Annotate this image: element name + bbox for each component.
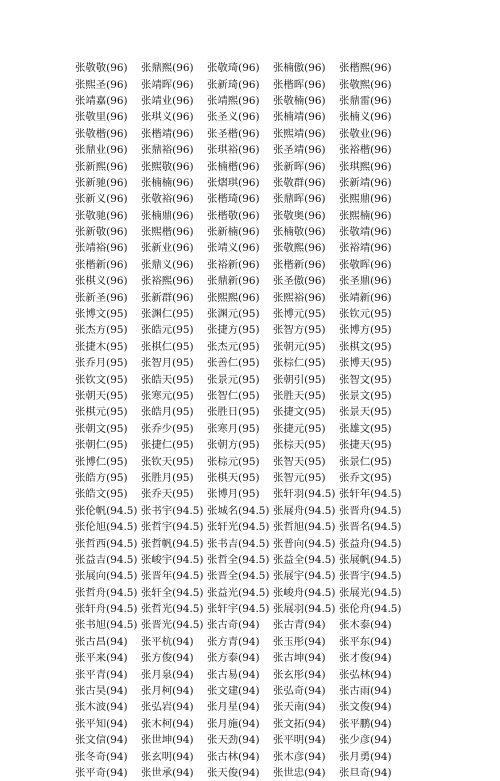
table-row (75, 60, 435, 76)
name-score-cell: 张古昌(94) (75, 635, 128, 648)
table-row (75, 437, 435, 453)
name-score-cell: 张朝文(95) (75, 422, 128, 435)
name-score-cell: 张杰方(95) (75, 324, 128, 337)
name-score-cell: 张棋元(95) (75, 406, 128, 419)
name-score-cell: 张轩舟(94.5) (75, 603, 138, 616)
name-score-cell: 张益全(94.5) (273, 553, 336, 566)
name-score-cell: 张展向(94.5) (75, 570, 138, 583)
name-score-cell: 张新义(96) (75, 193, 128, 206)
table-row (75, 601, 435, 617)
name-score-cell: 张棋天(95) (207, 471, 260, 484)
name-score-cell: 张伦舟(94.5) (339, 603, 402, 616)
name-score-cell: 张平知(94) (75, 717, 128, 730)
name-score-cell: 张天俊(94) (207, 766, 260, 779)
name-score-cell: 张旦奇(94) (339, 766, 392, 779)
name-score-cell: 张世坤(94) (141, 734, 194, 747)
name-score-cell: 张棋文(95) (339, 340, 392, 353)
table-row (75, 535, 435, 551)
table-row (75, 109, 435, 125)
name-score-cell: 张熙裕(96) (273, 291, 326, 304)
name-score-cell: 张月勇(94) (339, 750, 392, 763)
name-score-cell: 张楠靖(96) (273, 111, 326, 124)
name-score-cell: 张文建(94) (207, 685, 260, 698)
name-score-cell: 张博方(95) (339, 324, 392, 337)
name-score-cell: 张智仁(95) (207, 390, 260, 402)
name-score-cell: 张熙楠(96) (339, 209, 392, 222)
name-score-cell: 张棕元(95) (207, 455, 260, 468)
name-score-cell: 张敬敬(96) (75, 62, 128, 75)
name-score-cell: 张木彦(94) (273, 750, 326, 763)
name-score-cell: 张熙楷(96) (141, 226, 194, 239)
name-score-cell: 张晋名(94.5) (339, 521, 402, 534)
name-score-cell: 张胜日(95) (207, 406, 260, 419)
names-table (75, 60, 435, 781)
name-score-cell: 张哲宇(94.5) (141, 521, 204, 534)
name-score-cell: 张新晖(96) (273, 160, 326, 173)
name-score-cell: 张哲光(94.5) (141, 603, 204, 616)
table-row (75, 289, 435, 305)
name-score-cell: 张敬群(96) (273, 176, 326, 189)
table-row (75, 503, 435, 519)
name-score-cell: 张少彦(94) (339, 734, 392, 747)
name-score-cell: 张皓天(95) (141, 373, 194, 386)
name-score-cell: 张月星(94) (207, 701, 260, 714)
table-row (75, 240, 435, 256)
name-score-cell: 张楷靖(96) (141, 127, 194, 140)
name-score-cell: 张棋义(96) (75, 275, 128, 288)
name-score-cell: 张博月(95) (207, 488, 260, 501)
name-score-cell: 张平杭(94) (141, 635, 194, 648)
table-row (75, 421, 435, 437)
name-score-cell: 张靖熙(96) (207, 94, 260, 107)
table-row (75, 208, 435, 224)
name-score-cell: 张敬熙(96) (339, 78, 392, 91)
table-row (75, 224, 435, 240)
name-score-cell: 张鼎裕(96) (141, 144, 194, 157)
name-score-cell: 张裕新(96) (207, 258, 260, 271)
name-score-cell: 张月施(94) (207, 717, 260, 730)
name-score-cell: 张平来(94) (75, 652, 128, 665)
table-row (75, 470, 435, 486)
name-score-cell: 张圣鼎(96) (339, 275, 392, 288)
name-score-cell: 张才俊(94) (339, 652, 392, 665)
name-score-cell: 张轩羽(94.5) (273, 488, 336, 501)
name-score-cell: 张靖义(96) (207, 242, 260, 255)
name-score-cell: 张月泉(94) (141, 668, 194, 681)
name-score-cell: 张敬楠(96) (273, 94, 326, 107)
name-score-cell: 张鼎雷(96) (339, 94, 392, 107)
name-score-cell: 张轩全(94.5) (141, 586, 204, 599)
name-score-cell: 张捷文(95) (273, 406, 326, 419)
name-score-cell: 张皓文(95) (75, 488, 128, 501)
name-score-cell: 张胜月(95) (141, 471, 194, 484)
name-score-cell: 张轩年(94.5) (339, 488, 402, 501)
name-score-cell: 张雄文(95) (339, 422, 392, 435)
name-score-cell: 张楠义(96) (339, 111, 392, 124)
name-score-cell: 张古雨(94) (339, 685, 392, 698)
name-score-cell: 张平鹏(94) (339, 717, 392, 730)
name-score-cell: 张书宇(94.5) (141, 504, 204, 517)
name-score-cell: 张展宇(94.5) (273, 570, 336, 583)
name-score-cell: 张靖晖(96) (141, 78, 194, 91)
table-row (75, 388, 435, 404)
table-row (75, 339, 435, 355)
name-score-cell: 张鼎新(96) (207, 275, 260, 288)
name-score-cell: 张景天(95) (339, 406, 392, 419)
name-score-cell: 张新业(96) (141, 242, 194, 255)
name-score-cell: 张棋仁(95) (141, 340, 194, 353)
name-score-cell: 张智文(95) (339, 373, 392, 386)
name-score-cell: 张乔文(95) (339, 471, 392, 484)
name-score-cell: 张楷新(96) (75, 258, 128, 271)
name-score-cell: 张皓方(95) (75, 471, 128, 484)
table-row (75, 585, 435, 601)
table-row (75, 683, 435, 699)
name-score-cell: 张新群(96) (141, 291, 194, 304)
name-score-cell: 张寒元(95) (141, 390, 194, 402)
name-score-cell: 张景文(95) (339, 390, 392, 402)
name-score-cell: 张伦旭(94.5) (75, 521, 138, 534)
name-score-cell: 张钦天(95) (141, 455, 194, 468)
name-score-cell: 张峻舟(94.5) (273, 586, 336, 599)
table-row (75, 748, 435, 764)
name-score-cell: 张新熙(96) (75, 160, 128, 173)
name-score-cell: 张熠琪(96) (207, 176, 260, 189)
name-score-cell: 张圣义(96) (207, 111, 260, 124)
table-row (75, 453, 435, 469)
name-score-cell: 张益吉(94.5) (75, 553, 138, 566)
name-score-cell: 张哲帆(94.5) (141, 537, 204, 550)
name-score-cell: 张捷仁(95) (141, 439, 194, 452)
name-score-cell: 张楠鼎(96) (141, 209, 194, 222)
name-score-cell: 张杰元(95) (207, 340, 260, 353)
table-row (75, 732, 435, 748)
name-score-cell: 张古昊(94) (75, 685, 128, 698)
name-score-cell: 张楷敬(96) (207, 209, 260, 222)
name-score-cell: 张木泰(94) (339, 619, 392, 632)
name-score-cell: 张新楠(96) (207, 226, 260, 239)
name-score-cell: 张圣傲(96) (273, 275, 326, 288)
name-score-cell: 张古奇(94) (207, 619, 260, 632)
table-row (75, 158, 435, 174)
name-score-cell: 张古坤(94) (273, 652, 326, 665)
table-row (75, 371, 435, 387)
name-score-cell: 张楠敬(96) (273, 226, 326, 239)
name-score-cell: 张冬奇(94) (75, 750, 128, 763)
table-row (75, 355, 435, 371)
table-row (75, 142, 435, 158)
table-row (75, 486, 435, 502)
name-score-cell: 张楷琦(96) (207, 193, 260, 206)
name-score-cell: 张圣靖(96) (273, 144, 326, 157)
name-score-cell: 张天南(94) (273, 701, 326, 714)
name-score-cell: 张朝引(95) (273, 373, 326, 386)
table-row (75, 404, 435, 420)
name-score-cell: 张鼎晖(96) (273, 193, 326, 206)
name-score-cell: 张胜天(95) (273, 390, 326, 402)
name-score-cell: 张裕熙(96) (141, 275, 194, 288)
name-score-cell: 张月柯(94) (141, 685, 194, 698)
name-score-cell: 张峻宇(94.5) (141, 553, 204, 566)
name-score-cell: 张玉彤(94) (273, 635, 326, 648)
name-score-cell: 张楷晖(96) (273, 78, 326, 91)
name-score-cell: 张弘奇(94) (273, 685, 326, 698)
name-score-cell: 张捷木(95) (75, 340, 128, 353)
name-score-cell: 张敬奥(96) (273, 209, 326, 222)
name-score-cell: 张鼎义(96) (141, 258, 194, 271)
name-score-cell: 张景仁(95) (339, 455, 392, 468)
name-score-cell: 张弘林(94) (339, 668, 392, 681)
name-score-cell: 张楷新(96) (273, 258, 326, 271)
name-score-cell: 张钦元(95) (339, 308, 392, 321)
name-score-cell: 张博天(95) (339, 357, 392, 370)
name-score-cell: 张古青(94) (273, 619, 326, 632)
name-score-cell: 张益光(94.5) (207, 586, 270, 599)
name-score-cell: 张敬业(96) (339, 127, 392, 140)
name-score-cell: 张古易(94) (207, 668, 260, 681)
name-score-cell: 张捷天(95) (339, 439, 392, 452)
name-score-cell: 张智天(95) (273, 455, 326, 468)
name-score-cell: 张展光(94.5) (339, 586, 402, 599)
name-score-cell: 张皓元(95) (141, 324, 194, 337)
name-score-cell: 张古林(94) (207, 750, 260, 763)
name-score-cell: 张晋年(94.5) (141, 570, 204, 583)
table-row (75, 765, 435, 781)
name-score-cell: 张木柯(94) (141, 717, 194, 730)
name-score-cell: 张博文(95) (75, 308, 128, 321)
name-score-cell: 张新靖(96) (339, 176, 392, 189)
name-score-cell: 张鼎业(96) (75, 144, 128, 157)
name-score-cell: 张世承(94) (141, 766, 194, 779)
name-score-cell: 张敬楷(96) (75, 127, 128, 140)
name-score-cell: 张捷元(95) (273, 422, 326, 435)
name-score-cell: 张玄明(94) (141, 750, 194, 763)
name-score-cell: 张楠傲(96) (273, 62, 326, 75)
name-score-cell: 张敬熙(96) (273, 242, 326, 255)
name-score-cell: 张轩宇(94.5) (207, 603, 270, 616)
name-score-cell: 张轩光(94.5) (207, 521, 270, 534)
name-score-cell: 张渊仁(95) (141, 308, 194, 321)
table-row (75, 716, 435, 732)
name-score-cell: 张平青(94) (75, 668, 128, 681)
table-row (75, 273, 435, 289)
name-score-cell: 张晋舟(94.5) (339, 504, 402, 517)
name-score-cell: 张方俊(94) (141, 652, 194, 665)
name-score-cell: 张书吉(94.5) (207, 537, 270, 550)
table-row (75, 519, 435, 535)
name-score-cell: 张文信(94) (75, 734, 128, 747)
name-score-cell: 张钦文(95) (75, 373, 128, 386)
table-row (75, 76, 435, 92)
name-score-cell: 张寒月(95) (207, 422, 260, 435)
name-score-cell: 张乔天(95) (141, 488, 194, 501)
name-score-cell: 张敬靖(96) (339, 226, 392, 239)
table-row (75, 175, 435, 191)
table-row (75, 699, 435, 715)
name-score-cell: 张展帆(94.5) (339, 553, 402, 566)
name-score-cell: 张玄彤(94) (273, 668, 326, 681)
name-score-cell: 张敬裕(96) (141, 193, 194, 206)
name-score-cell: 张新敬(96) (75, 226, 128, 239)
name-score-cell: 张智元(95) (273, 471, 326, 484)
name-score-cell: 张书旭(94.5) (75, 619, 138, 632)
name-score-cell: 张博元(95) (273, 308, 326, 321)
name-score-cell: 张朝元(95) (273, 340, 326, 353)
name-score-cell: 张平奇(94) (75, 766, 128, 779)
name-score-cell: 张朝天(95) (75, 390, 128, 402)
name-score-cell: 张裕楷(96) (339, 144, 392, 157)
name-score-cell: 张乔少(95) (141, 422, 194, 435)
name-score-cell: 张楠楠(96) (141, 176, 194, 189)
name-score-cell: 张鼎熙(96) (141, 62, 194, 75)
name-score-cell: 张捷方(95) (207, 324, 260, 337)
name-score-cell: 张普向(94.5) (273, 537, 336, 550)
table-row (75, 552, 435, 568)
name-score-cell: 张展舟(94.5) (273, 504, 336, 517)
name-score-cell: 张城名(94.5) (207, 504, 270, 517)
name-score-cell: 张靖裕(96) (75, 242, 128, 255)
name-score-cell: 张平东(94) (339, 635, 392, 648)
name-score-cell: 张智方(95) (273, 324, 326, 337)
name-score-cell: 张哲西(94.5) (75, 537, 138, 550)
name-score-cell: 张棕天(95) (273, 439, 326, 452)
name-score-cell: 张朝仁(95) (75, 439, 128, 452)
table-row (75, 306, 435, 322)
name-score-cell: 张靖业(96) (141, 94, 194, 107)
name-score-cell: 张琪熙(96) (339, 160, 392, 173)
name-score-cell: 张琪义(96) (141, 111, 194, 124)
name-score-cell: 张哲旭(94.5) (273, 521, 336, 534)
name-score-cell: 张皓月(95) (141, 406, 194, 419)
name-score-cell: 张世忠(94) (273, 766, 326, 779)
name-score-cell: 张方青(94) (207, 635, 260, 648)
name-score-cell: 张哲全(94.5) (207, 553, 270, 566)
table-row (75, 666, 435, 682)
name-score-cell: 张熙圣(96) (75, 78, 128, 91)
name-score-cell: 张熙敬(96) (141, 160, 194, 173)
name-score-cell: 张熙靖(96) (273, 127, 326, 140)
name-score-cell: 张靖嘉(96) (75, 94, 128, 107)
name-score-cell: 张智月(95) (141, 357, 194, 370)
name-score-cell: 张敬晖(96) (339, 258, 392, 271)
name-score-cell: 张文拓(94) (273, 717, 326, 730)
name-score-cell: 张新琦(96) (207, 78, 260, 91)
table-row (75, 322, 435, 338)
name-score-cell: 张裕靖(96) (339, 242, 392, 255)
table-row (75, 191, 435, 207)
table-row (75, 634, 435, 650)
table-row (75, 93, 435, 109)
name-score-cell: 张新圣(96) (75, 291, 128, 304)
name-score-cell: 张晋光(94.5) (141, 619, 204, 632)
name-score-cell: 张益舟(94.5) (339, 537, 402, 550)
table-row (75, 126, 435, 142)
name-score-cell: 张哲舟(94.5) (75, 586, 138, 599)
table-row (75, 568, 435, 584)
name-score-cell: 张木波(94) (75, 701, 128, 714)
name-score-cell: 张方泰(94) (207, 652, 260, 665)
name-score-cell: 张敬驰(96) (75, 209, 128, 222)
table-row (75, 257, 435, 273)
name-score-cell: 张景元(95) (207, 373, 260, 386)
name-score-cell: 张渊元(95) (207, 308, 260, 321)
name-score-cell: 张晋全(94.5) (207, 570, 270, 583)
table-row (75, 650, 435, 666)
name-score-cell: 张敬里(96) (75, 111, 128, 124)
name-score-cell: 张乔月(95) (75, 357, 128, 370)
name-score-cell: 张楠楷(96) (207, 160, 260, 173)
table-row (75, 617, 435, 633)
name-score-cell: 张善仁(95) (207, 357, 260, 370)
name-score-cell: 张楷熙(96) (339, 62, 392, 75)
name-score-cell: 张新驰(96) (75, 176, 128, 189)
name-score-cell: 张熙熙(96) (207, 291, 260, 304)
name-score-cell: 张伦帆(94.5) (75, 504, 138, 517)
name-score-cell: 张文俊(94) (339, 701, 392, 714)
name-score-cell: 张琪裕(96) (207, 144, 260, 157)
name-score-cell: 张平明(94) (273, 734, 326, 747)
name-score-cell: 张敬琦(96) (207, 62, 260, 75)
name-score-cell: 张天劲(94) (207, 734, 260, 747)
name-score-cell: 张弘岩(94) (141, 701, 194, 714)
name-score-cell: 张熙鼎(96) (339, 193, 392, 206)
name-score-cell: 张靖新(96) (339, 291, 392, 304)
name-score-cell: 张朝方(95) (207, 439, 260, 452)
name-score-cell: 张晋宇(94.5) (339, 570, 402, 583)
name-score-cell: 张圣楷(96) (207, 127, 260, 140)
name-score-cell: 张棕仁(95) (273, 357, 326, 370)
name-score-cell: 张博仁(95) (75, 455, 128, 468)
name-score-cell: 张展羽(94.5) (273, 603, 336, 616)
